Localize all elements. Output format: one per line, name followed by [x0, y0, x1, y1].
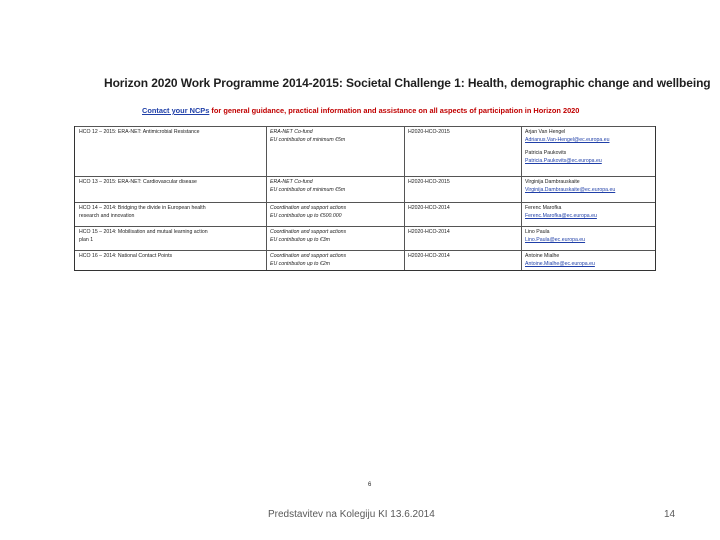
call-cell: H2020-HCO-2015	[408, 129, 450, 135]
table-row	[75, 250, 655, 271]
table-row	[75, 226, 655, 251]
contact-cell	[525, 253, 595, 268]
contact-email[interactable]: Antoine.Mialhe@ec.europa.eu	[525, 260, 595, 267]
contact-name: Virginija Dambrauskaite	[525, 179, 580, 185]
topic-cell: HCO 16 – 2014: National Contact Points	[79, 253, 173, 259]
contact-email[interactable]: Adrianus.Van-Hengel@ec.europa.eu	[525, 136, 610, 143]
type-cell: Coordination and support actions EU contribution up to €500.000	[270, 205, 347, 219]
contact-cell	[525, 229, 585, 244]
contact-email[interactable]: Patricia.Paukovits@ec.europa.eu	[525, 157, 602, 164]
table-row	[75, 202, 655, 227]
column-divider	[521, 126, 522, 270]
call-cell: H2020-HCO-2015	[408, 179, 450, 185]
document-title: Horizon 2020 Work Programme 2014-2015: Societal Challenge 1: Health, demographic change and wellbeing	[104, 76, 711, 90]
topic-cell: HCO 15 – 2014: Mobilisation and mutual learning action plan 1	[79, 229, 208, 243]
type-cell: ERA-NET Co-fund EU contribution of minimum €5m	[270, 129, 346, 143]
type-cell: Coordination and support actions EU contribution up to €3m	[270, 229, 347, 243]
call-cell: H2020-HCO-2014	[408, 229, 450, 235]
column-divider	[266, 126, 267, 270]
contact-line	[142, 106, 662, 115]
contact-email[interactable]: Ferenc.Marofka@ec.europa.eu	[525, 212, 597, 219]
contact-name: Patricia Paukovits	[525, 150, 567, 157]
column-divider	[404, 126, 405, 270]
table-row	[75, 176, 655, 203]
contact-cell	[525, 129, 609, 165]
topic-cell: HCO 13 – 2015: ERA-NET: Cardiovascular disease	[79, 179, 197, 185]
contact-cell	[525, 205, 597, 220]
contact-cell	[525, 179, 615, 194]
type-cell: Coordination and support actions EU contribution up to €2m	[270, 253, 347, 267]
topic-table	[74, 126, 656, 271]
topic-cell: HCO 14 – 2014: Bridging the divide in European health research and innovation	[79, 205, 206, 219]
call-cell: H2020-HCO-2014	[408, 253, 450, 259]
type-cell: ERA-NET Co-fund EU contribution of minimum €5m	[270, 179, 346, 193]
table-row	[75, 126, 655, 175]
document-page-number: 6	[368, 482, 372, 488]
contact-email[interactable]: Virginija.Dambrauskaite@ec.europa.eu	[525, 186, 616, 193]
call-cell: H2020-HCO-2014	[408, 205, 450, 211]
contact-name: Arjan Van Hengel	[525, 129, 566, 135]
contact-name: Lino Paula	[525, 229, 550, 235]
contact-name: Antoine Mialhe	[525, 253, 560, 259]
slide-number: 14	[664, 509, 676, 520]
contact-ncp-link[interactable]: Contact your NCPs	[142, 106, 210, 115]
topic-cell: HCO 12 – 2015: ERA-NET: Antimicrobial Resistance	[79, 129, 200, 135]
contact-email[interactable]: Lino.Paula@ec.europa.eu	[525, 236, 586, 243]
contact-description: for general guidance, practical information and assistance on all aspects of participation in Horizon 2020	[211, 106, 580, 115]
contact-name: Ferenc Marofka	[525, 205, 562, 211]
footer-text: Predstavitev na Kolegiju KI 13.6.2014	[268, 509, 435, 520]
